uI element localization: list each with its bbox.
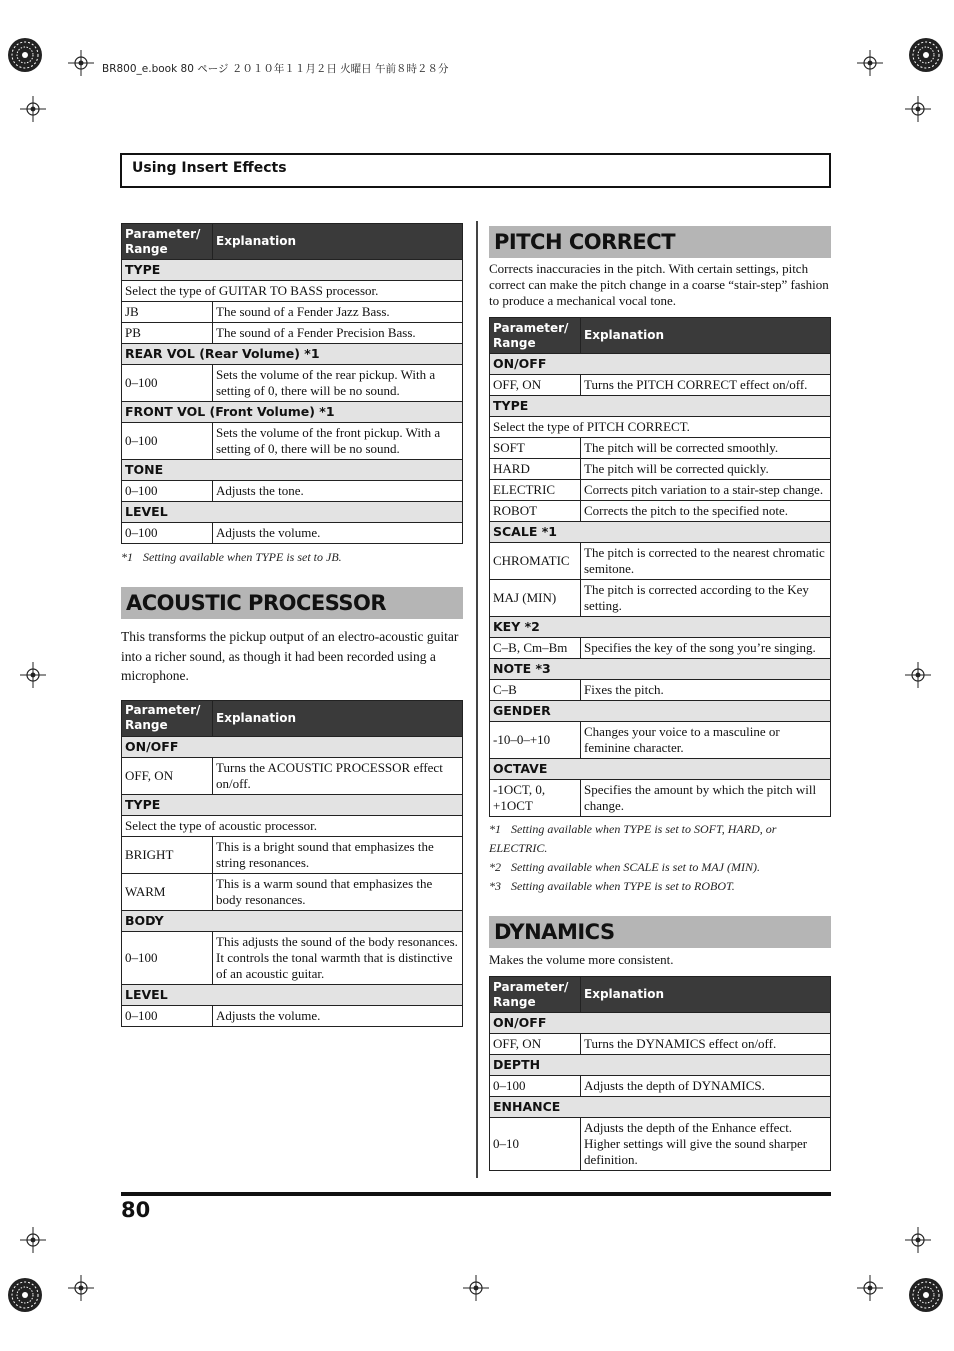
registration-mark-icon <box>20 96 46 122</box>
param-section-label: TONE <box>122 460 463 481</box>
param-section-row <box>490 617 831 638</box>
param-section-label: GENDER <box>490 701 831 722</box>
param-section-label: TYPE <box>490 396 831 417</box>
corner-rosette-icon <box>907 1276 945 1314</box>
table-row <box>490 1034 831 1055</box>
param-range: CHROMATIC <box>490 543 581 580</box>
left-column <box>121 223 463 1027</box>
table-row <box>490 375 831 396</box>
footnote <box>121 548 463 567</box>
param-section-row <box>490 1097 831 1118</box>
table-row <box>490 501 831 522</box>
param-section-label: OCTAVE <box>490 759 831 780</box>
footnote-marker: *2 <box>489 860 501 874</box>
param-explanation: Adjusts the volume. <box>213 1005 463 1026</box>
table-row <box>490 438 831 459</box>
registration-mark-icon <box>905 662 931 688</box>
param-range: 0–100 <box>122 365 213 402</box>
param-explanation: This is a warm sound that emphasizes the body resonances. <box>213 873 463 910</box>
param-section-row <box>122 736 463 757</box>
param-section-label: ON/OFF <box>490 354 831 375</box>
param-section-row <box>490 396 831 417</box>
param-range: 0–100 <box>122 1005 213 1026</box>
param-range: BRIGHT <box>122 836 213 873</box>
bottom-rule <box>121 1192 831 1196</box>
param-explanation: The pitch will be corrected smoothly. <box>581 438 831 459</box>
acoustic-processor-table <box>121 700 463 1027</box>
param-section-row <box>122 260 463 281</box>
pitch-correct-description: Corrects inaccuracies in the pitch. With certain settings, pitch correct can make the pitch change in a coarse “stair-step” fashion to produce a mechanical vocal tone. <box>489 261 829 308</box>
param-section-label: REAR VOL (Rear Volume) *1 <box>122 344 463 365</box>
dynamics-heading: DYNAMICS <box>489 916 831 948</box>
registration-mark-icon <box>905 1227 931 1253</box>
param-section-label: DEPTH <box>490 1055 831 1076</box>
table-row <box>122 323 463 344</box>
corner-rosette-icon <box>6 1276 44 1314</box>
param-section-row <box>122 794 463 815</box>
param-section-row <box>122 460 463 481</box>
param-section-label: TYPE <box>122 260 463 281</box>
registration-mark-icon <box>68 1275 94 1301</box>
table-row <box>490 722 831 759</box>
table-note-row <box>490 417 831 438</box>
table-row <box>122 836 463 873</box>
registration-mark-icon <box>857 50 883 76</box>
pitch-correct-table <box>489 317 831 817</box>
param-header: Parameter/ Range <box>490 977 581 1013</box>
param-range: OFF, ON <box>490 1034 581 1055</box>
footnote-marker: *1 <box>489 822 501 836</box>
table-row <box>490 459 831 480</box>
param-section-label: NOTE *3 <box>490 659 831 680</box>
table-row <box>490 480 831 501</box>
param-range: PB <box>122 323 213 344</box>
param-range: ROBOT <box>490 501 581 522</box>
param-section-row <box>122 910 463 931</box>
param-range: MAJ (MIN) <box>490 580 581 617</box>
table-row <box>122 931 463 984</box>
table-row <box>122 423 463 460</box>
footnote <box>489 858 831 877</box>
param-section-row <box>122 502 463 523</box>
param-explanation: Adjusts the volume. <box>213 523 463 544</box>
param-range: 0–10 <box>490 1118 581 1171</box>
guitar-to-bass-table <box>121 223 463 544</box>
param-section-label: BODY <box>122 910 463 931</box>
param-section-row <box>122 402 463 423</box>
param-explanation: Sets the volume of the front pickup. With a setting of 0, there will be no sound. <box>213 423 463 460</box>
param-section-label: FRONT VOL (Front Volume) *1 <box>122 402 463 423</box>
param-explanation: The pitch will be corrected quickly. <box>581 459 831 480</box>
param-range: OFF, ON <box>490 375 581 396</box>
param-section-label: LEVEL <box>122 502 463 523</box>
param-section-row <box>490 659 831 680</box>
table-row <box>122 523 463 544</box>
param-section-label: TYPE <box>122 794 463 815</box>
table-note: Select the type of GUITAR TO BASS processor. <box>122 281 463 302</box>
param-range: 0–100 <box>122 481 213 502</box>
acoustic-processor-heading: ACOUSTIC PROCESSOR <box>121 587 463 619</box>
param-range: 0–100 <box>490 1076 581 1097</box>
registration-mark-icon <box>857 1275 883 1301</box>
table-row <box>122 481 463 502</box>
acoustic-processor-description: This transforms the pickup output of an electro-acoustic guitar into a richer sound, as though it had been recorded using a microphone. <box>121 629 459 683</box>
registration-mark-icon <box>20 662 46 688</box>
registration-mark-icon <box>20 1227 46 1253</box>
param-range: OFF, ON <box>122 757 213 794</box>
table-row <box>490 580 831 617</box>
param-section-row <box>122 344 463 365</box>
print-header: BR800_e.book 80 ページ ２０１０年１１月２日 火曜日 午前８時２８分 <box>102 63 449 75</box>
footnote-text: Setting available when TYPE is set to JB. <box>143 550 342 564</box>
param-range: HARD <box>490 459 581 480</box>
dynamics-table <box>489 976 831 1171</box>
param-range: 0–100 <box>122 423 213 460</box>
explanation-header: Explanation <box>213 700 463 736</box>
param-explanation: The pitch is corrected according to the Key setting. <box>581 580 831 617</box>
table-row <box>122 757 463 794</box>
param-explanation: Sets the volume of the rear pickup. With a setting of 0, there will be no sound. <box>213 365 463 402</box>
footnote <box>489 820 831 858</box>
param-section-label: KEY *2 <box>490 617 831 638</box>
param-section-row <box>490 1055 831 1076</box>
param-section-label: ON/OFF <box>122 736 463 757</box>
param-range: WARM <box>122 873 213 910</box>
param-explanation: Turns the PITCH CORRECT effect on/off. <box>581 375 831 396</box>
param-section-label: SCALE *1 <box>490 522 831 543</box>
param-range: JB <box>122 302 213 323</box>
param-section-row <box>122 984 463 1005</box>
param-section-row <box>490 354 831 375</box>
param-explanation: Adjusts the tone. <box>213 481 463 502</box>
param-range: SOFT <box>490 438 581 459</box>
table-row <box>490 780 831 817</box>
param-explanation: Corrects pitch variation to a stair-step change. <box>581 480 831 501</box>
param-explanation: Corrects the pitch to the specified note. <box>581 501 831 522</box>
param-range: C–B, Cm–Bm <box>490 638 581 659</box>
param-explanation: Adjusts the depth of DYNAMICS. <box>581 1076 831 1097</box>
right-column <box>489 226 831 1171</box>
param-section-row <box>490 522 831 543</box>
registration-mark-icon <box>463 1275 489 1301</box>
registration-mark-icon <box>68 50 94 76</box>
param-range: C–B <box>490 680 581 701</box>
table-row <box>490 543 831 580</box>
param-explanation: This is a bright sound that emphasizes the string resonances. <box>213 836 463 873</box>
column-divider <box>476 221 478 1178</box>
footnotes <box>121 548 463 567</box>
param-range: ELECTRIC <box>490 480 581 501</box>
param-explanation: Specifies the amount by which the pitch will change. <box>581 780 831 817</box>
footnote <box>489 877 831 896</box>
param-explanation: Adjusts the depth of the Enhance effect. Higher settings will give the sound sharper definition. <box>581 1118 831 1171</box>
footnote-marker: *1 <box>121 550 133 564</box>
param-explanation: Turns the ACOUSTIC PROCESSOR effect on/off. <box>213 757 463 794</box>
page-number: 80 <box>121 1198 151 1222</box>
param-section-row <box>490 759 831 780</box>
explanation-header: Explanation <box>581 318 831 354</box>
param-header: Parameter/ Range <box>122 700 213 736</box>
param-explanation: Fixes the pitch. <box>581 680 831 701</box>
table-row <box>490 1118 831 1171</box>
footnote-text: Setting available when TYPE is set to ROBOT. <box>511 879 735 893</box>
param-explanation: The pitch is corrected to the nearest chromatic semitone. <box>581 543 831 580</box>
param-section-row <box>490 701 831 722</box>
table-row <box>490 638 831 659</box>
param-range: -1OCT, 0, +1OCT <box>490 780 581 817</box>
table-note-row <box>122 281 463 302</box>
param-range: -10–0–+10 <box>490 722 581 759</box>
param-explanation: This adjusts the sound of the body resonances. It controls the tonal warmth that is distinctive of an acoustic guitar. <box>213 931 463 984</box>
table-note-row <box>122 815 463 836</box>
param-section-label: ON/OFF <box>490 1013 831 1034</box>
param-range: 0–100 <box>122 523 213 544</box>
pitch-correct-heading: PITCH CORRECT <box>489 226 831 258</box>
corner-rosette-icon <box>907 36 945 74</box>
dynamics-description: Makes the volume more consistent. <box>489 952 674 967</box>
param-section-label: LEVEL <box>122 984 463 1005</box>
table-note: Select the type of acoustic processor. <box>122 815 463 836</box>
param-explanation: Turns the DYNAMICS effect on/off. <box>581 1034 831 1055</box>
param-section-label: ENHANCE <box>490 1097 831 1118</box>
table-row <box>122 873 463 910</box>
param-explanation: The sound of a Fender Jazz Bass. <box>213 302 463 323</box>
param-explanation: Changes your voice to a masculine or feminine character. <box>581 722 831 759</box>
corner-rosette-icon <box>6 36 44 74</box>
table-note: Select the type of PITCH CORRECT. <box>490 417 831 438</box>
explanation-header: Explanation <box>581 977 831 1013</box>
table-row <box>122 302 463 323</box>
footnote-marker: *3 <box>489 879 501 893</box>
section-title: Using Insert Effects <box>120 153 831 188</box>
param-header: Parameter/ Range <box>122 224 213 260</box>
table-row <box>122 1005 463 1026</box>
param-range: 0–100 <box>122 931 213 984</box>
param-explanation: The sound of a Fender Precision Bass. <box>213 323 463 344</box>
param-header: Parameter/ Range <box>490 318 581 354</box>
param-explanation: Specifies the key of the song you’re singing. <box>581 638 831 659</box>
table-row <box>122 365 463 402</box>
table-row <box>490 1076 831 1097</box>
explanation-header: Explanation <box>213 224 463 260</box>
param-section-row <box>490 1013 831 1034</box>
footnote-text: Setting available when TYPE is set to SOFT, HARD, or ELECTRIC. <box>489 822 777 855</box>
footnote-text: Setting available when SCALE is set to MAJ (MIN). <box>511 860 760 874</box>
table-row <box>490 680 831 701</box>
footnotes <box>489 820 831 896</box>
registration-mark-icon <box>905 96 931 122</box>
